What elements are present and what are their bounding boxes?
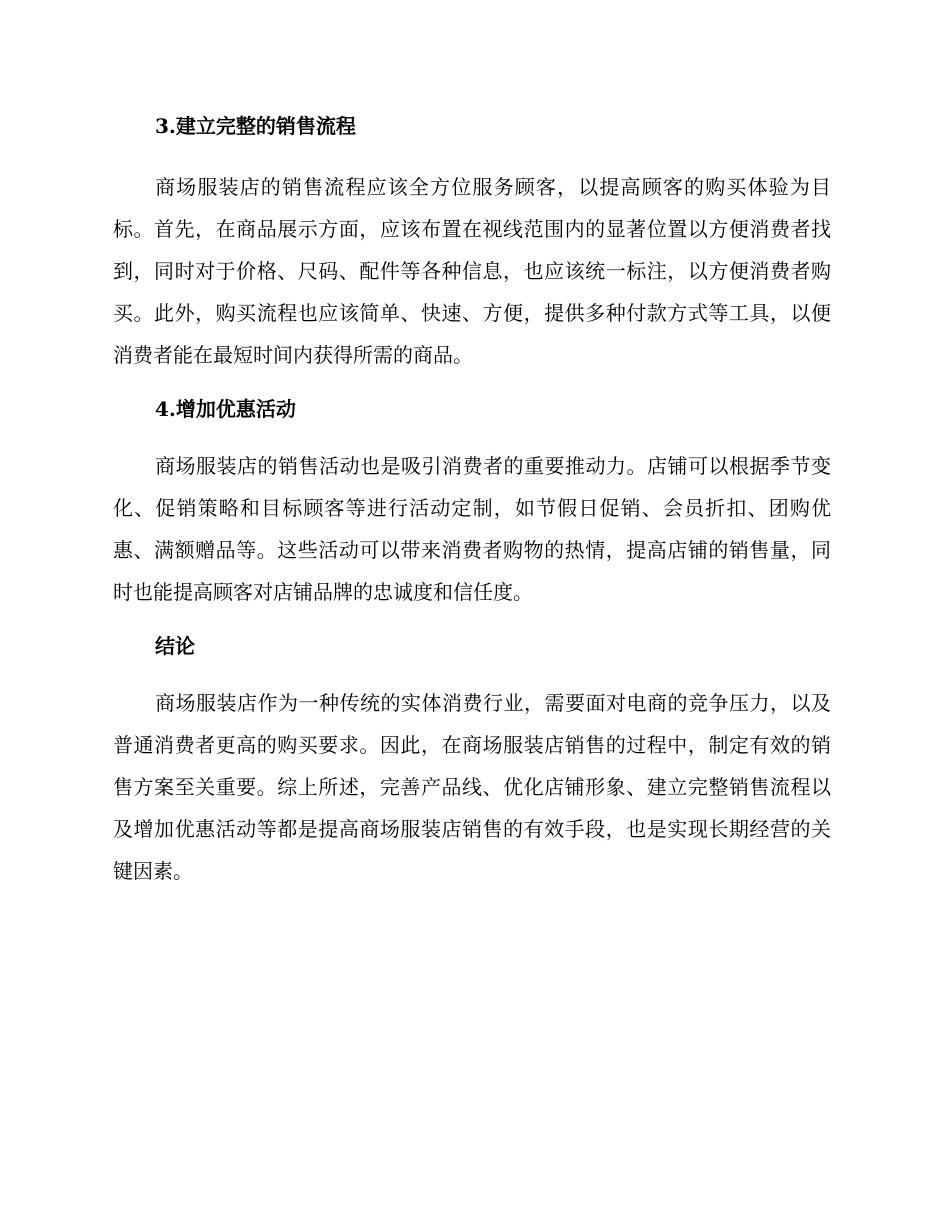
section-heading-sales-process: 3.建立完整的销售流程 [155,114,356,138]
section-heading-conclusion: 结论 [155,634,195,658]
section-paragraph-sales-process: 商场服装店的销售流程应该全方位服务顾客，以提高顾客的购买体验为目标。首先，在商品展示方面，应该布置在视线范围内的显著位置以方便消费者找到，同时对于价格、尺码、配件等各种信息，也应该统一标注，以方便消费者购买。此外，购买流程也应该简单、快速、方便，提供多种付款方式等工具，以便消费者能在最短时间内获得所需的商品。 [113,175,831,367]
document-body [113,108,831,892]
section-heading-promotions: 4.增加优惠活动 [155,397,296,421]
section-paragraph-conclusion: 商场服装店作为一种传统的实体消费行业，需要面对电商的竞争压力，以及普通消费者更高的购买要求。因此，在商场服装店销售的过程中，制定有效的销售方案至关重要。综上所述，完善产品线、优化店铺形象、建立完整销售流程以及增加优惠活动等都是提高商场服装店销售的有效手段，也是实现长期经营的关键因素。 [113,691,831,883]
section-paragraph-promotions: 商场服装店的销售活动也是吸引消费者的重要推动力。店铺可以根据季节变化、促销策略和目标顾客等进行活动定制，如节假日促销、会员折扣、团购优惠、满额赠品等。这些活动可以带来消费者购物的热情，提高店铺的销售量，同时也能提高顾客对店铺品牌的忠诚度和信任度。 [113,454,831,604]
